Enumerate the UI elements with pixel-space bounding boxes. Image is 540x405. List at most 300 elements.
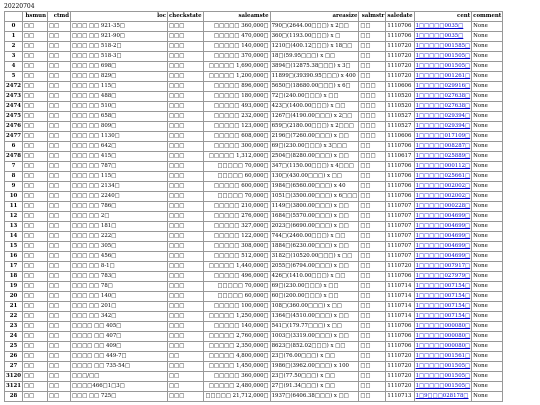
- column-header-loc: loc: [71, 12, 168, 22]
- ctmd-cell: □□: [48, 332, 71, 342]
- areasize-cell: 11899□(39390.95□□□) x 400: [270, 72, 359, 82]
- cent-link[interactable]: 1□□□□□000228□: [414, 202, 472, 212]
- ctmd-cell: □□: [48, 222, 71, 232]
- column-header-saleamste: saleamste: [203, 12, 270, 22]
- saledate-cell: 1110706: [386, 142, 414, 152]
- cent-link[interactable]: 1□□□□□001505□: [414, 52, 472, 62]
- cent-link[interactable]: 1□□□□□007154□: [414, 302, 472, 312]
- areasize-cell: 1986□(3962.00□□□) x 100: [270, 362, 359, 372]
- saleamste-cell: □□□□□ 1,450,000□: [203, 362, 270, 372]
- comment-cell: None: [472, 332, 503, 342]
- salmstr-cell: □□: [359, 312, 386, 322]
- comment-cell: None: [472, 92, 503, 102]
- table-row: [5, 112, 503, 122]
- comment-cell: None: [472, 112, 503, 122]
- saledate-cell: 1110720: [386, 52, 414, 62]
- cent-link[interactable]: 1□□□□□004699□: [414, 232, 472, 242]
- salmstr-cell: □□: [359, 362, 386, 372]
- loc-cell: □□□□ □□ 449-7□: [71, 352, 168, 362]
- ctmd-cell: □□: [48, 212, 71, 222]
- checkstate-cell: □□□: [168, 202, 204, 212]
- ctmd-cell: □□: [48, 242, 71, 252]
- hsmun-cell: □□: [23, 272, 48, 282]
- checkstate-cell: □□□: [168, 172, 204, 182]
- ctmd-cell: □□: [48, 72, 71, 82]
- loc-cell: □□□ □□ 518-3□: [71, 52, 168, 62]
- loc-cell: □□□ □□ 658□: [71, 112, 168, 122]
- areasize-cell: 108□(360.00□□□) x □□: [270, 302, 359, 312]
- checkstate-cell: □□□: [168, 322, 204, 332]
- loc-cell: □□□ □□ 342□: [71, 312, 168, 322]
- cent-link[interactable]: 1□□□□□004699□: [414, 242, 472, 252]
- row-index: 0: [5, 22, 23, 32]
- hsmun-cell: □□: [23, 372, 48, 382]
- areasize-cell: 27□(91.34□□□) x □□: [270, 382, 359, 392]
- cent-link[interactable]: 1□□□□□008287□: [414, 142, 472, 152]
- hsmun-cell: □□: [23, 292, 48, 302]
- saleamste-cell: □□□□□ 493,000□: [203, 102, 270, 112]
- hsmun-cell: □□: [23, 202, 48, 212]
- ctmd-cell: □□: [48, 292, 71, 302]
- areasize-cell: 2023□(6690.00□□□) x □□: [270, 222, 359, 232]
- row-index: 2475: [5, 112, 23, 122]
- checkstate-cell: □□□: [168, 302, 204, 312]
- ctmd-cell: □□: [48, 282, 71, 292]
- ctmd-cell: □□: [48, 142, 71, 152]
- saleamste-cell: □□□□□ 2,480,000□: [203, 382, 270, 392]
- ctmd-cell: □□: [48, 122, 71, 132]
- saleamste-cell: □□□□□ 140,000□: [203, 322, 270, 332]
- cent-link[interactable]: 1□□□□□001505□: [414, 362, 472, 372]
- ctmd-cell: □□: [48, 32, 71, 42]
- saledate-cell: 1110720: [386, 362, 414, 372]
- comment-cell: None: [472, 312, 503, 322]
- row-index: 13: [5, 222, 23, 232]
- comment-cell: None: [472, 232, 503, 242]
- table-row: [5, 222, 503, 232]
- row-index: 2473: [5, 92, 23, 102]
- ctmd-cell: □□: [48, 312, 71, 322]
- saledate-cell: 1110706: [386, 182, 414, 192]
- areasize-cell: 1051□(3500.00□□□) x 6□□□: [270, 192, 359, 202]
- row-index: 27: [5, 362, 23, 372]
- salmstr-cell: □□: [359, 262, 386, 272]
- comment-cell: None: [472, 212, 503, 222]
- areasize-cell: 1937□(6406.38□□□) x □□: [270, 392, 359, 402]
- hsmun-cell: □□: [23, 32, 48, 42]
- checkstate-cell: □□□: [168, 52, 204, 62]
- cent-link[interactable]: 1□□□□□029394□: [414, 112, 472, 122]
- loc-cell: □□□ □□ 8-1□: [71, 262, 168, 272]
- cent-link[interactable]: 1□□□□□004699□: [414, 252, 472, 262]
- loc-cell: □□□ □□ 181□: [71, 222, 168, 232]
- hsmun-cell: □□: [23, 252, 48, 262]
- column-header-hsmun: hsmun: [23, 12, 48, 22]
- cent-link[interactable]: 1□□□□□007154□: [414, 282, 472, 292]
- cent-link[interactable]: 1□□□□□004699□: [414, 222, 472, 232]
- checkstate-cell: □□□: [168, 72, 204, 82]
- ctmd-cell: □□: [48, 172, 71, 182]
- row-index: 16: [5, 252, 23, 262]
- comment-cell: None: [472, 182, 503, 192]
- saledate-cell: 1110706: [386, 322, 414, 332]
- salmstr-cell: □□□: [359, 132, 386, 142]
- row-index: 22: [5, 312, 23, 322]
- salmstr-cell: □□: [359, 52, 386, 62]
- row-index: 6: [5, 142, 23, 152]
- column-header-cent: cent: [414, 12, 472, 22]
- salmstr-cell: □□□: [359, 102, 386, 112]
- areasize-cell: 23□(76.00□□□) x □□: [270, 352, 359, 362]
- comment-cell: None: [472, 382, 503, 392]
- saledate-cell: 1110720: [386, 62, 414, 72]
- comment-cell: None: [472, 162, 503, 172]
- cent-link[interactable]: 1□□□□□029916□: [414, 82, 472, 92]
- hsmun-cell: □□: [23, 112, 48, 122]
- ctmd-cell: □□: [48, 52, 71, 62]
- checkstate-cell: □□□: [168, 112, 204, 122]
- hsmun-cell: □□: [23, 192, 48, 202]
- table-row: [5, 232, 503, 242]
- salmstr-cell: □□: [359, 242, 386, 252]
- cent-link[interactable]: 1□□□□□001505□: [414, 62, 472, 72]
- hsmun-cell: □□: [23, 172, 48, 182]
- saledate-cell: 1110720: [386, 262, 414, 272]
- column-header-saledate: saledate: [386, 12, 414, 22]
- row-index: 28: [5, 392, 23, 402]
- saleamste-cell: □□□□□ 1,200,000□: [203, 72, 270, 82]
- ctmd-cell: □□: [48, 192, 71, 202]
- areasize-cell: 130□(430.00□□□) x □□: [270, 172, 359, 182]
- ctmd-cell: □□: [48, 202, 71, 212]
- loc-cell: □□□ □□ 140□: [71, 292, 168, 302]
- table-row: [5, 82, 503, 92]
- table-row: [5, 332, 503, 342]
- hsmun-cell: □□: [23, 132, 48, 142]
- table-row: [5, 242, 503, 252]
- hsmun-cell: □□: [23, 392, 48, 402]
- cent-link[interactable]: 1□□□□□007154□: [414, 312, 472, 322]
- hsmun-cell: □□: [23, 72, 48, 82]
- areasize-cell: 659□(2180.00□□□) x 2□□□: [270, 122, 359, 132]
- table-row: [5, 282, 503, 292]
- areasize-cell: 8623□(852.02□□□) x □□: [270, 342, 359, 352]
- hsmun-cell: □□: [23, 142, 48, 152]
- cent-link[interactable]: 1□□□□□000112□: [414, 162, 472, 172]
- salmstr-cell: □□: [359, 322, 386, 332]
- column-header-index: [5, 12, 23, 22]
- table-row: [5, 292, 503, 302]
- table-row: [5, 252, 503, 262]
- saleamste-cell: □□□□□ 2,350,000□: [203, 342, 270, 352]
- comment-cell: None: [472, 302, 503, 312]
- saledate-cell: 1110720: [386, 382, 414, 392]
- comment-cell: None: [472, 142, 503, 152]
- checkstate-cell: □□□: [168, 232, 204, 242]
- loc-cell: □□□ □□ 698□: [71, 62, 168, 72]
- hsmun-cell: □□: [23, 92, 48, 102]
- ctmd-cell: □□: [48, 372, 71, 382]
- areasize-cell: 360□(1193.00□□□) x □: [270, 32, 359, 42]
- row-index: 21: [5, 302, 23, 312]
- cent-link[interactable]: 1□□□□□000080□: [414, 342, 472, 352]
- salmstr-cell: □□: [359, 192, 386, 202]
- saledate-cell: 1110707: [386, 252, 414, 262]
- checkstate-cell: □□□: [168, 42, 204, 52]
- checkstate-cell: □□□: [168, 142, 204, 152]
- areasize-cell: 744□(2460.00□□□) x □□: [270, 232, 359, 242]
- comment-cell: None: [472, 372, 503, 382]
- salmstr-cell: □□□: [359, 92, 386, 102]
- areasize-cell: 3182□(10520.00□□□) x □□: [270, 252, 359, 262]
- salmstr-cell: □□: [359, 342, 386, 352]
- salmstr-cell: □□□: [359, 122, 386, 132]
- loc-cell: □□□ □□ 921-90□: [71, 32, 168, 42]
- table-row: [5, 72, 503, 82]
- saleamste-cell: □□□□□ 60,000□: [203, 292, 270, 302]
- row-index: 2478: [5, 152, 23, 162]
- loc-cell: □□□ □□ 488□: [71, 92, 168, 102]
- cent-link[interactable]: 1□□□□□025889□: [414, 152, 472, 162]
- salmstr-cell: □□: [359, 42, 386, 52]
- checkstate-cell: □□□: [168, 262, 204, 272]
- saledate-cell: 1110707: [386, 212, 414, 222]
- salmstr-cell: □□: [359, 72, 386, 82]
- salmstr-cell: □□: [359, 212, 386, 222]
- cent-link[interactable]: 1□□□□□007154□: [414, 292, 472, 302]
- cent-link[interactable]: 1□□□□□001505□: [414, 382, 472, 392]
- ctmd-cell: □□: [48, 132, 71, 142]
- row-index: 14: [5, 232, 23, 242]
- cent-link[interactable]: 1□□□□□004699□: [414, 212, 472, 222]
- salmstr-cell: □□: [359, 62, 386, 72]
- checkstate-cell: □□□: [168, 212, 204, 222]
- saleamste-cell: □□□□□ 4,800,000□: [203, 352, 270, 362]
- salmstr-cell: □□: [359, 252, 386, 262]
- saleamste-cell: □□□□□ 122,000□: [203, 232, 270, 242]
- cent-link[interactable]: 1□□□□□001505□: [414, 372, 472, 382]
- row-index: 19: [5, 282, 23, 292]
- saleamste-cell: □□□□□ 470,000□: [203, 32, 270, 42]
- cent-link[interactable]: 1□□□□□001561□: [414, 352, 472, 362]
- saleamste-cell: □□□□□ 896,000□: [203, 82, 270, 92]
- loc-cell: □□□ □□ 725□: [71, 392, 168, 402]
- saledate-cell: 1110707: [386, 242, 414, 252]
- ctmd-cell: □□: [48, 182, 71, 192]
- saledate-cell: 1110527: [386, 112, 414, 122]
- row-index: 3120: [5, 372, 23, 382]
- saleamste-cell: □□□□□ 2,760,000□: [203, 332, 270, 342]
- salmstr-cell: □□: [359, 222, 386, 232]
- areasize-cell: 69□(230.00□□□) x 3□□□: [270, 142, 359, 152]
- table-row: [5, 262, 503, 272]
- table-row: [5, 102, 503, 112]
- row-index: 2476: [5, 122, 23, 132]
- hsmun-cell: □□: [23, 162, 48, 172]
- cent-link[interactable]: 1□□□□□000080□: [414, 322, 472, 332]
- areasize-cell: 1210□(400.12□□□) x 18□□: [270, 42, 359, 52]
- checkstate-cell: □□□: [168, 222, 204, 232]
- checkstate-cell: □□□: [168, 342, 204, 352]
- cent-link[interactable]: 1□□□□□027979□: [414, 272, 472, 282]
- loc-cell: □□□ □□ 456□: [71, 252, 168, 262]
- saledate-cell: 1110707: [386, 232, 414, 242]
- row-index: 18: [5, 272, 23, 282]
- checkstate-cell: □□□: [168, 242, 204, 252]
- cent-link[interactable]: 1□□□□□002002□: [414, 182, 472, 192]
- ctmd-cell: □□: [48, 62, 71, 72]
- saleamste-cell: □□□□□ 496,000□: [203, 272, 270, 282]
- salmstr-cell: □□: [359, 292, 386, 302]
- saleamste-cell: □□□□□ 327,000□: [203, 222, 270, 232]
- cent-link[interactable]: 1□□□□□027638□: [414, 92, 472, 102]
- ctmd-cell: □□: [48, 262, 71, 272]
- loc-cell: □□□ □□ 829□: [71, 72, 168, 82]
- ctmd-cell: □□: [48, 232, 71, 242]
- salmstr-cell: □□: [359, 332, 386, 342]
- areasize-cell: 72□(240.00□□□) x □□: [270, 92, 359, 102]
- comment-cell: None: [472, 282, 503, 292]
- areasize-cell: 1149□(3800.00□□□) x □□: [270, 202, 359, 212]
- saleamste-cell: □□□□□ 60,000□: [203, 172, 270, 182]
- saleamste-cell: □□□□□ 370,000□: [203, 52, 270, 62]
- saledate-cell: 1110713: [386, 392, 414, 402]
- row-index: 24: [5, 332, 23, 342]
- saleamste-cell: □□□□□ 600,000□: [203, 182, 270, 192]
- cent-link[interactable]: 1□□□□□029394□: [414, 122, 472, 132]
- loc-cell: □□□ □□ 2134□: [71, 182, 168, 192]
- row-index: 12: [5, 212, 23, 222]
- header-row: [5, 12, 503, 22]
- table-row: [5, 92, 503, 102]
- checkstate-cell: □□□: [168, 292, 204, 302]
- loc-cell: □□□□ □□ 405□: [71, 322, 168, 332]
- checkstate-cell: □□□: [168, 122, 204, 132]
- saleamste-cell: □□□□□ 232,000□: [203, 112, 270, 122]
- table-row: [5, 302, 503, 312]
- table-row: [5, 32, 503, 42]
- row-index: 7: [5, 162, 23, 172]
- checkstate-cell: □□□: [168, 182, 204, 192]
- hsmun-cell: □□: [23, 122, 48, 132]
- table-row: [5, 362, 503, 372]
- table-body: [5, 22, 503, 402]
- checkstate-cell: □□□: [168, 392, 204, 402]
- comment-cell: None: [472, 132, 503, 142]
- comment-cell: None: [472, 362, 503, 372]
- areasize-cell: 1984□(6560.00□□□) x 40: [270, 182, 359, 192]
- cent-link[interactable]: 1□□□□□007917□: [414, 262, 472, 272]
- table-row: [5, 192, 503, 202]
- row-index: 20: [5, 292, 23, 302]
- areasize-cell: 18□(59.95□□□) x □□: [270, 52, 359, 62]
- hsmun-cell: □□: [23, 62, 48, 72]
- cent-link[interactable]: 1□□□□□017109□: [414, 132, 472, 142]
- hsmun-cell: □□: [23, 342, 48, 352]
- checkstate-cell: □□□: [168, 82, 204, 92]
- table-row: [5, 182, 503, 192]
- hsmun-cell: □□: [23, 362, 48, 372]
- saledate-cell: 1110714: [386, 282, 414, 292]
- salmstr-cell: □□: [359, 182, 386, 192]
- table-row: [5, 22, 503, 32]
- hsmun-cell: □□: [23, 222, 48, 232]
- comment-cell: None: [472, 272, 503, 282]
- table-row: [5, 372, 503, 382]
- cent-link[interactable]: 1□□□□□0035□: [414, 22, 472, 32]
- cent-link[interactable]: 1□□□□□0035□: [414, 32, 472, 42]
- cent-link[interactable]: 1□□□□□025661□: [414, 172, 472, 182]
- cent-link[interactable]: 1□□□□□000080□: [414, 332, 472, 342]
- loc-cell: □□□ □□ 510□: [71, 102, 168, 112]
- row-index: 1: [5, 32, 23, 42]
- salmstr-cell: □□: [359, 142, 386, 152]
- comment-cell: None: [472, 22, 503, 32]
- hsmun-cell: □□: [23, 382, 48, 392]
- ctmd-cell: □□: [48, 352, 71, 362]
- row-index: 26: [5, 352, 23, 362]
- cent-link[interactable]: 1□□□□□001261□: [414, 72, 472, 82]
- saledate-cell: 1110706: [386, 22, 414, 32]
- row-index: 3121: [5, 382, 23, 392]
- checkstate-cell: □□□: [168, 192, 204, 202]
- row-index: 5: [5, 72, 23, 82]
- saledate-cell: 1110714: [386, 302, 414, 312]
- checkstate-cell: □□□: [168, 102, 204, 112]
- salmstr-cell: □□: [359, 22, 386, 32]
- loc-cell: □□□ □□ 415□: [71, 152, 168, 162]
- comment-cell: None: [472, 392, 503, 402]
- areasize-cell: 23□(77.50□□□) x □□: [270, 372, 359, 382]
- checkstate-cell: □□□: [168, 22, 204, 32]
- areasize-cell: 426□(1410.00□□□) x □□: [270, 272, 359, 282]
- saledate-cell: 1110707: [386, 202, 414, 212]
- loc-cell: □□□ □□ 305□: [71, 242, 168, 252]
- cent-link[interactable]: 1□□□□□002002□: [414, 192, 472, 202]
- hsmun-cell: □□: [23, 242, 48, 252]
- cent-link[interactable]: 1□9□□□028178□: [414, 392, 472, 402]
- salmstr-cell: □□: [359, 382, 386, 392]
- hsmun-cell: □□: [23, 322, 48, 332]
- row-index: 23: [5, 322, 23, 332]
- saleamste-cell: □□□□□ 21,712,000□: [203, 392, 270, 402]
- comment-cell: None: [472, 122, 503, 132]
- ctmd-cell: □□: [48, 162, 71, 172]
- table-row: [5, 392, 503, 402]
- loc-cell: □□□ □□ 809□: [71, 122, 168, 132]
- loc-cell: □□□□ □□ 407□: [71, 332, 168, 342]
- hsmun-cell: □□: [23, 52, 48, 62]
- table-row: [5, 352, 503, 362]
- areasize-cell: 60□(200.00□□□) x □□: [270, 292, 359, 302]
- column-header-ctmd: ctmd: [48, 12, 71, 22]
- table-row: [5, 142, 503, 152]
- areasize-cell: 3894□(12875.38□□□) x 3□: [270, 62, 359, 72]
- data-table: [4, 11, 503, 402]
- comment-cell: None: [472, 42, 503, 52]
- saleamste-cell: □□□□□ 180,000□: [203, 92, 270, 102]
- ctmd-cell: □□: [48, 112, 71, 122]
- column-header-areasize: areasize: [270, 12, 359, 22]
- salmstr-cell: □□□: [359, 112, 386, 122]
- cent-link[interactable]: 1□□□□□001585□: [414, 42, 472, 52]
- cent-link[interactable]: 1□□□□□027638□: [414, 102, 472, 112]
- comment-cell: None: [472, 252, 503, 262]
- table-row: [5, 162, 503, 172]
- ctmd-cell: □□: [48, 382, 71, 392]
- saleamste-cell: □□□□□ 140,000□: [203, 42, 270, 52]
- table-row: [5, 62, 503, 72]
